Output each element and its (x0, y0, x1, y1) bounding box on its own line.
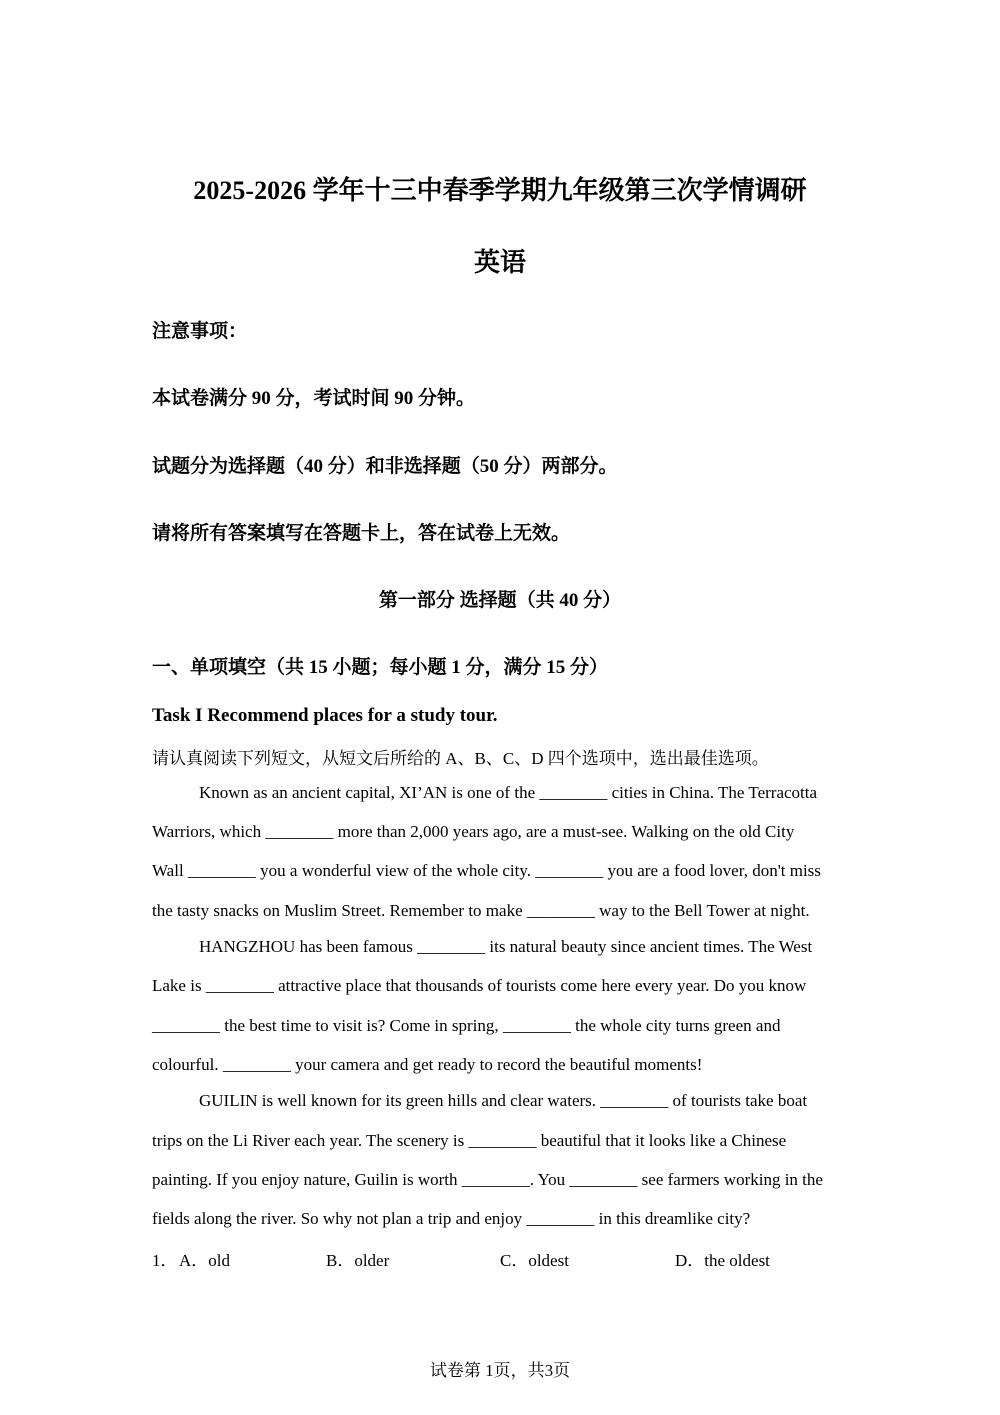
task-instruction: 请认真阅读下列短文，从短文后所给的 A、B、C、D 四个选项中，选出最佳选项。 (152, 749, 769, 768)
passage-line: colourful. ________ your camera and get ready to record the beautiful moments! (152, 1055, 703, 1074)
passage-line: HANGZHOU has been famous ________ its natural beauty since ancient times. The West (199, 937, 813, 956)
passage-line: Warriors, which ________ more than 2,000 years ago, are a must-see. Walking on the old City (152, 822, 795, 841)
passage-line: Known as an ancient capital, XI’AN is one of the ________ cities in China. The Terracotta (199, 783, 818, 802)
option-b: B．older (326, 1251, 390, 1270)
option-a: A．old (179, 1251, 230, 1270)
notice-item: 试题分为选择题（40 分）和非选择题（50 分）两部分。 (152, 456, 618, 477)
passage-line: fields along the river. So why not plan a trip and enjoy ________ in this dreamlike city? (152, 1209, 751, 1228)
passage-line: GUILIN is well known for its green hills and clear waters. ________ of tourists take boat (199, 1091, 808, 1110)
notice-item: 请将所有答案填写在答题卡上，答在试卷上无效。 (152, 523, 571, 544)
notice-heading: 注意事项： (152, 321, 248, 342)
part-title: 第一部分 选择题（共 40 分） (378, 590, 622, 611)
page-footer: 试卷第 1页，共3页 (429, 1361, 571, 1380)
passage-line: Wall ________ you a wonderful view of the whole city. ________ you are a food lover, don't miss (152, 861, 821, 880)
subject-title: 英语 (473, 248, 526, 277)
option-c: C．oldest (500, 1251, 569, 1270)
option-d: D．the oldest (675, 1251, 770, 1270)
question-number: 1． (152, 1251, 178, 1270)
passage-line: Lake is ________ attractive place that thousands of tourists come here every year. Do you know (152, 976, 807, 995)
section-title: 一、单项填空（共 15 小题；每小题 1 分，满分 15 分） (152, 657, 609, 678)
notice-item: 本试卷满分 90 分，考试时间 90 分钟。 (152, 388, 476, 409)
task-title: Task I Recommend places for a study tour. (152, 705, 498, 726)
exam-title: 2025-2026 学年十三中春季学期九年级第三次学情调研 (193, 176, 807, 205)
passage-line: painting. If you enjoy nature, Guilin is worth ________. You ________ see farmers working in the (152, 1170, 823, 1189)
passage-line: ________ the best time to visit is? Come in spring, ________ the whole city turns green and (152, 1016, 781, 1035)
passage-line: the tasty snacks on Muslim Street. Remember to make ________ way to the Bell Tower at night. (152, 901, 810, 920)
passage-line: trips on the Li River each year. The scenery is ________ beautiful that it looks like a Chinese (152, 1131, 787, 1150)
